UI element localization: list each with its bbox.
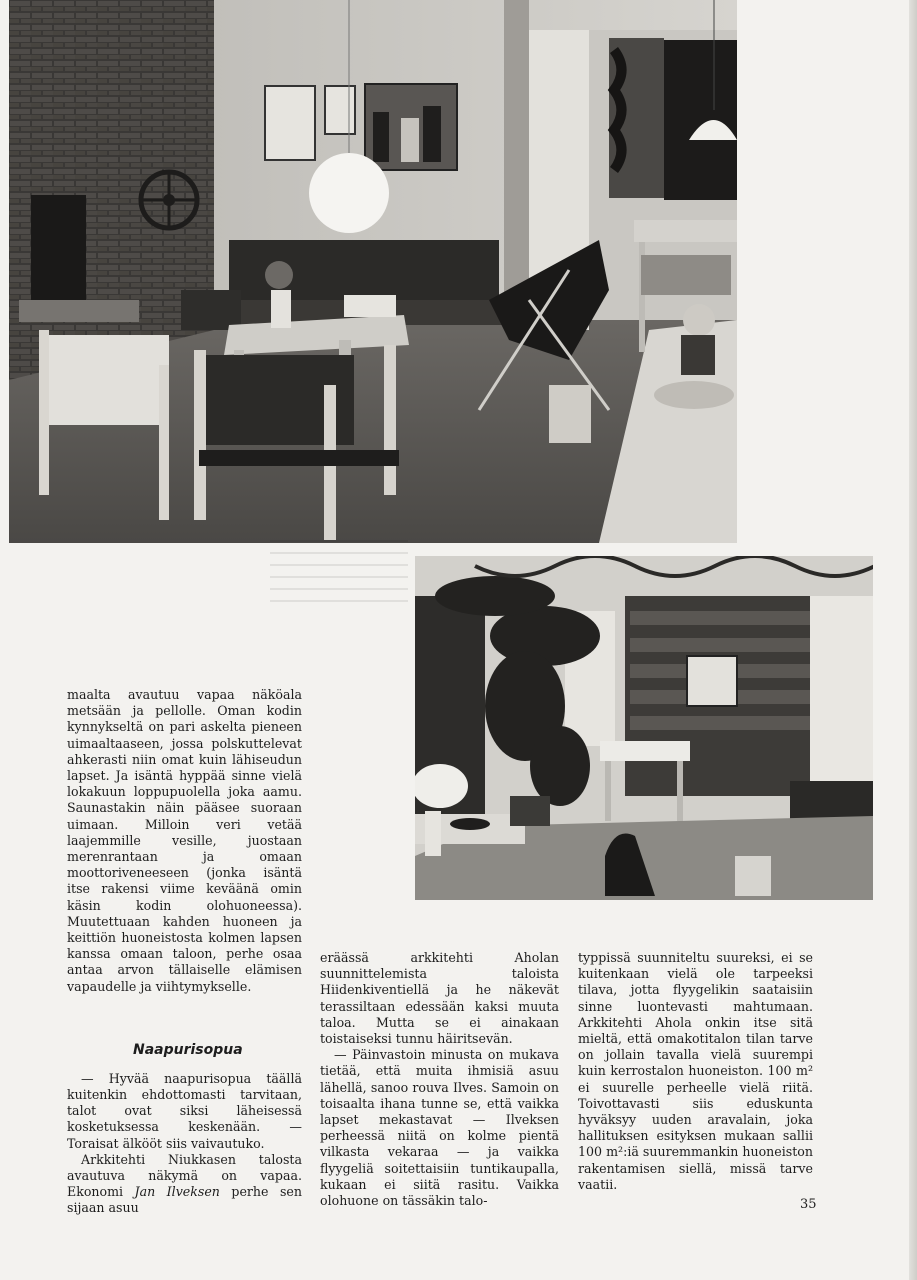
page-number: 35 [800, 1197, 817, 1212]
paragraph-text: perhe sen sijaan asuu [67, 1184, 302, 1216]
paragraph: eräässä arkkitehti Aholan suunnittelemista taloista Hiidenkiventiellä ja he näkevät terassiltaan edessään kaksi muuta taloa. Mutta se ei ainakaan toistaiseksi tunnu häiritsevän. [320, 950, 559, 1047]
article-column-left [67, 687, 302, 1217]
library-room-photo [415, 556, 873, 900]
paragraph [67, 1152, 302, 1217]
living-room-photo [9, 0, 737, 543]
article-column-middle [320, 950, 559, 1209]
article-column-right [578, 950, 813, 1193]
person-name: Jan Ilveksen [134, 1184, 220, 1200]
paragraph: — Päinvastoin minusta on mukava tietää, että muita ihmisiä asuu lähellä, sanoo rouva Ilves. Samoin on toisaalta ihana tunne se, että vaikka lapset mekastavat — Ilveksen perheessä niitä on kolme pientä vilkasta vekaraa — ja vaikka flyygeliä soitettaisiin tuntikaupalla, kukaan ei siitä rasitu. Vaikka olohuone on tässäkin talo- [320, 1047, 559, 1209]
paragraph: maalta avautuu vapaa näköala metsään ja pellolle. Oman kodin kynnykseltä on pari askelta pieneen uimaaltaaseen, jossa polskuttelevat ahkerasti niin omat kuin lähiseudun lapset. Ja isäntä hyppää sinne vielä lokakuun loppupuolella joka aamu. Saunastakin näin pääsee suoraan uimaan. Milloin veri vetää laajemmille vesille, juostaan merenrantaan ja omaan moottoriveneeseen (jonka isäntä itse rakensi viime keväänä omin käsin kodin olohuoneessa). Muutettuaan kahden huoneen ja keittiön huoneistosta kolmen lapsen kanssa omaan taloon, perhe osaa antaa arvon tällaiselle elämisen vapaudelle ja viihtymykselle. [67, 687, 302, 994]
paragraph: — Hyvää naapurisopua täällä kuitenkin ehdottomasti tarvitaan, talot ovat siksi läheisessä kosketuksessa keskenään. — Toraisat älkööt siis vaivautuko. [67, 1070, 302, 1151]
page-edge [909, 0, 917, 1280]
show-through-text [270, 540, 408, 610]
paragraph-text: Arkkitehti Niukkasen talosta avautuva näkymä on vapaa. Ekonomi [67, 1151, 302, 1200]
paragraph: typpissä suunniteltu suureksi, ei se kuitenkaan vielä ole tarpeeksi tilava, jotta flyygelikin saataisiin sinne luontevasti mahtumaan. Arkkitehti Ahola onkin itse sitä mieltä, että omakotitalon tilan tarve on jollain tavalla vielä suurempi kuin kerrostalon huoneiston. 100 m² ei suurelle perheelle vielä riitä. Toivottavasti siis eduskunta hyväksyy uuden aravalain, joka hallituksen esityksen mukaan sallii 100 m²:iä suuremmankin huoneiston rakentamisen siellä, missä tarve vaatii. [578, 950, 813, 1192]
section-heading: Naapurisopua [133, 1041, 243, 1058]
